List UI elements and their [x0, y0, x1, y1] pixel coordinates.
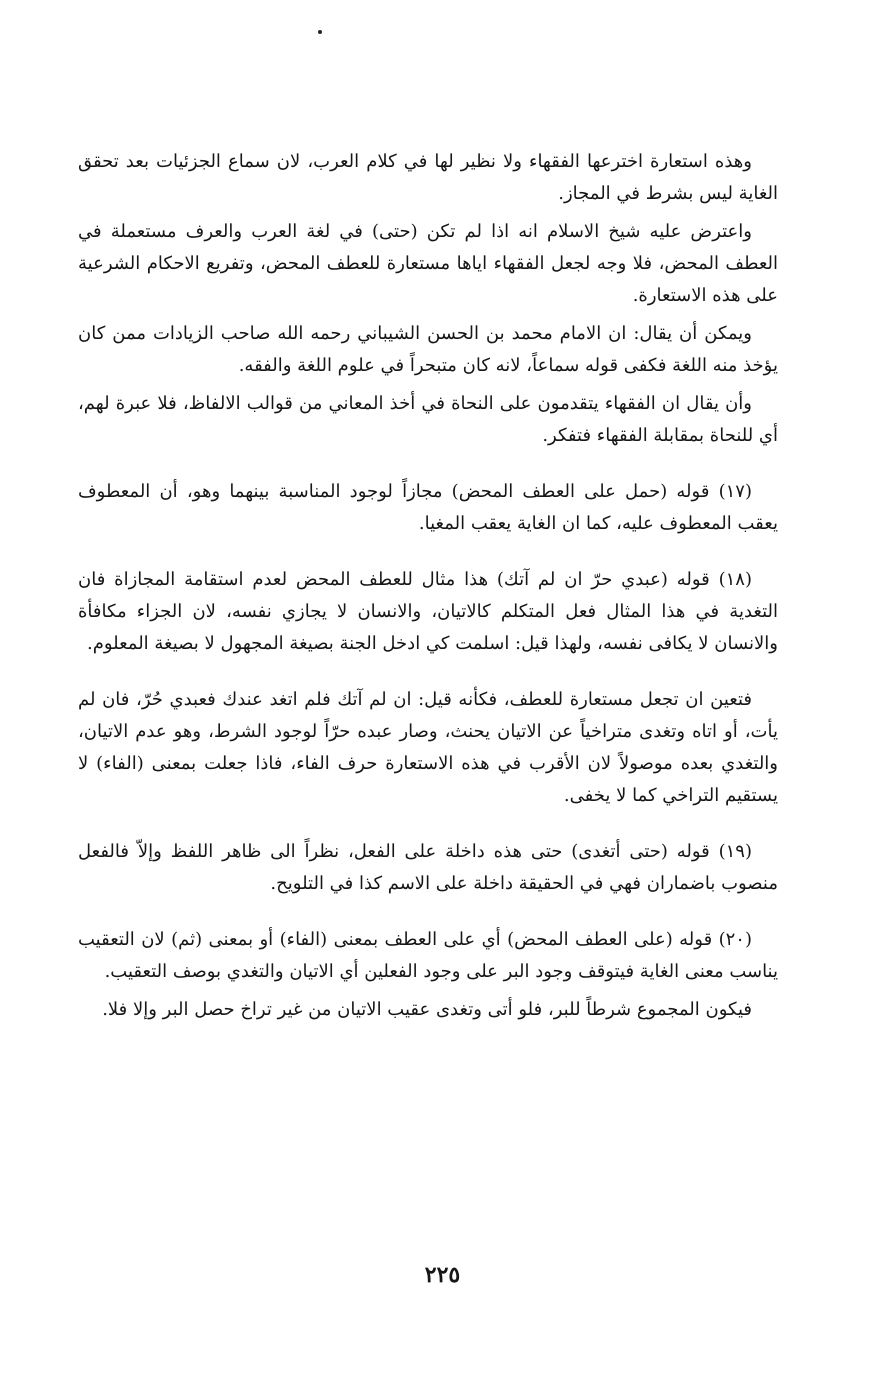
- paragraph-istiara-intro: وهذه استعارة اخترعها الفقهاء ولا نظير لها في كلام العرب، لان سماع الجزئيات بعد تحقق الغاية ليس بشرط في المجاز.: [78, 151, 778, 204]
- note-20: (٢٠) قوله (على العطف المحض) أي على العطف بمعنى (الفاء) أو بمعنى (ثم) لان التعقيب يناسب معنى الغاية فيتوقف وجود البر على وجود الفعلين أي الاتيان والتغدي بوصف التعقيب.: [78, 929, 778, 982]
- page-body: [78, 146, 778, 1026]
- note-20-continuation: فيكون المجموع شرطاً للبر، فلو أتى وتغدى عقيب الاتيان من غير تراخ حصل البر وإلا فلا.: [102, 999, 752, 1020]
- paragraph-shaykh-objection: واعترض عليه شيخ الاسلام انه اذا لم تكن (حتى) في لغة العرب والعرف مستعملة في العطف المحض، فلا وجه لجعل الفقهاء اياها مستعارة للعطف المحض، وتفريع الاحكام الشرعية على هذه الاستعارة.: [78, 221, 778, 306]
- paragraph-reply-fuqaha: وأن يقال ان الفقهاء يتقدمون على النحاة في أخذ المعاني من قوالب الالفاظ، فلا عبرة لهم، أي للنحاة بمقابلة الفقهاء فتفكر.: [78, 393, 778, 446]
- note-17: (١٧) قوله (حمل على العطف المحض) مجازاً لوجود المناسبة بينهما وهو، أن المعطوف يعقب المعطوف عليه، كما ان الغاية يعقب المغيا.: [78, 481, 778, 534]
- note-18: (١٨) قوله (عبدي حرّ ان لم آتك) هذا مثال للعطف المحض لعدم استقامة المجازاة فان التغدية في هذا المثال فعل المتكلم كالاتيان، والانسان لا يجازي نفسه، لان الجزاء مكافأة والانسان لا يكافى نفسه، ولهذا قيل: اسلمت كي ادخل الجنة بصيغة المجهول لا بصيغة المعلوم.: [78, 569, 778, 654]
- page-mark-dot: [318, 30, 322, 34]
- note-18-continuation: فتعين ان تجعل مستعارة للعطف، فكأنه قيل: ان لم آتك فلم اتغد عندك فعبدي حُرّ، فان لم يأت، أو اتاه وتغدى متراخياً عن الاتيان يحنث، وصار عبده حرّاً لوجود الشرط، وهو عدم الاتيان، والتغدي بعده موصولاً لان الأقرب في هذه الاستعارة حرف الفاء، فاذا جعلت بمعنى (الفاء) لا يستقيم التراخي كما لا يخفى.: [78, 689, 778, 806]
- page-number: ٢٢٥: [424, 1262, 461, 1288]
- note-19: (١٩) قوله (حتى أتغدى) حتى هذه داخلة على الفعل، نظراً الى ظاهر اللفظ وإلاّ فالفعل منصوب باضماران فهي في الحقيقة داخلة على الاسم كذا في التلويح.: [78, 841, 778, 894]
- paragraph-reply-shaybani: ويمكن أن يقال: ان الامام محمد بن الحسن الشيباني رحمه الله صاحب الزيادات ممن كان يؤخذ منه اللغة فكفى قوله سماعاً، لانه كان متبحراً في علوم اللغة والفقه.: [78, 323, 778, 376]
